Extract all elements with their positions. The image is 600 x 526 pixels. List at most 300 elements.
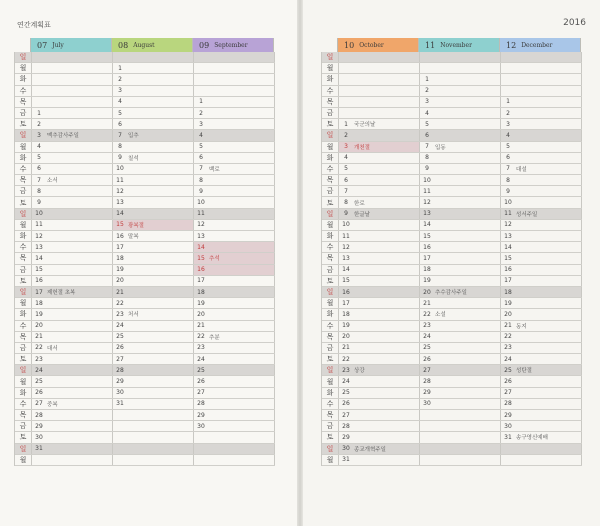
date-cell[interactable] xyxy=(113,63,194,73)
date-number: 14 xyxy=(197,243,205,251)
date-number: 5 xyxy=(37,154,41,162)
date-cell[interactable] xyxy=(32,265,113,275)
date-number: 21 xyxy=(423,299,431,307)
date-cell[interactable] xyxy=(420,231,501,241)
date-cell[interactable] xyxy=(32,321,113,331)
date-cell[interactable] xyxy=(32,130,113,140)
date-cell[interactable] xyxy=(32,63,113,73)
date-number: 18 xyxy=(116,254,124,262)
date-cell[interactable] xyxy=(501,365,582,375)
date-cell[interactable] xyxy=(339,265,420,275)
date-cell[interactable] xyxy=(420,421,501,431)
date-cell[interactable] xyxy=(113,175,194,185)
event-label: 추석 xyxy=(209,256,220,263)
date-cell[interactable] xyxy=(194,332,275,342)
date-number: 18 xyxy=(504,288,512,296)
date-number: 18 xyxy=(35,299,43,307)
date-cell[interactable] xyxy=(32,209,113,219)
weekday-label: 일 xyxy=(322,444,339,454)
date-number: 31 xyxy=(35,445,43,453)
date-cell[interactable] xyxy=(501,399,582,409)
date-cell[interactable] xyxy=(194,119,275,129)
weekday-label: 토 xyxy=(322,119,339,129)
date-cell[interactable] xyxy=(501,197,582,207)
date-cell[interactable] xyxy=(420,52,501,62)
date-cell[interactable] xyxy=(339,142,420,152)
date-cell[interactable] xyxy=(339,399,420,409)
date-cell[interactable] xyxy=(501,242,582,252)
date-number: 29 xyxy=(35,422,43,430)
date-cell[interactable] xyxy=(339,276,420,286)
date-cell[interactable] xyxy=(420,108,501,118)
date-number: 3 xyxy=(425,98,429,106)
date-cell[interactable] xyxy=(501,410,582,420)
date-number: 10 xyxy=(423,176,431,184)
date-cell[interactable] xyxy=(501,298,582,308)
weekday-label: 금 xyxy=(15,186,32,196)
date-cell[interactable] xyxy=(113,298,194,308)
date-cell[interactable] xyxy=(420,265,501,275)
date-cell[interactable] xyxy=(339,455,420,465)
date-cell[interactable] xyxy=(32,455,113,465)
date-cell[interactable] xyxy=(420,309,501,319)
weekday-label: 월 xyxy=(322,298,339,308)
weekday-label: 목 xyxy=(322,332,339,342)
date-cell[interactable] xyxy=(420,153,501,163)
date-cell[interactable] xyxy=(32,365,113,375)
weekday-label: 목 xyxy=(322,97,339,107)
table-row xyxy=(322,309,582,320)
date-cell[interactable] xyxy=(501,63,582,73)
date-cell[interactable] xyxy=(420,298,501,308)
date-cell[interactable] xyxy=(420,63,501,73)
date-cell[interactable] xyxy=(194,253,275,263)
table-row xyxy=(322,399,582,410)
date-cell[interactable] xyxy=(420,410,501,420)
date-cell[interactable] xyxy=(420,432,501,442)
date-cell[interactable] xyxy=(339,186,420,196)
date-cell[interactable] xyxy=(339,321,420,331)
date-cell[interactable] xyxy=(113,142,194,152)
date-cell[interactable] xyxy=(339,432,420,442)
weekday-label: 월 xyxy=(15,142,32,152)
date-number: 29 xyxy=(197,411,205,419)
date-number: 17 xyxy=(504,277,512,285)
date-cell[interactable] xyxy=(32,388,113,398)
date-cell[interactable] xyxy=(194,287,275,297)
table-row xyxy=(322,421,582,432)
date-cell[interactable] xyxy=(420,74,501,84)
date-cell[interactable] xyxy=(339,220,420,230)
date-cell[interactable] xyxy=(113,388,194,398)
date-cell[interactable] xyxy=(113,253,194,263)
table-row xyxy=(15,97,275,108)
date-number: 23 xyxy=(504,344,512,352)
date-cell[interactable] xyxy=(420,354,501,364)
date-cell[interactable] xyxy=(113,399,194,409)
date-cell[interactable] xyxy=(339,298,420,308)
weekday-label: 월 xyxy=(15,63,32,73)
date-cell[interactable] xyxy=(113,276,194,286)
date-cell[interactable] xyxy=(194,421,275,431)
date-cell[interactable] xyxy=(113,321,194,331)
date-cell[interactable] xyxy=(339,97,420,107)
date-cell[interactable] xyxy=(339,421,420,431)
date-cell[interactable] xyxy=(339,444,420,454)
date-cell[interactable] xyxy=(194,298,275,308)
table-row xyxy=(322,298,582,309)
weekday-label: 화 xyxy=(322,231,339,241)
date-cell[interactable] xyxy=(339,63,420,73)
date-number: 27 xyxy=(116,355,124,363)
date-cell[interactable] xyxy=(194,153,275,163)
date-cell[interactable] xyxy=(113,231,194,241)
date-cell[interactable] xyxy=(501,276,582,286)
date-cell[interactable] xyxy=(194,186,275,196)
date-cell[interactable] xyxy=(339,332,420,342)
date-number: 21 xyxy=(116,288,124,296)
date-number: 27 xyxy=(423,366,431,374)
date-cell[interactable] xyxy=(32,253,113,263)
weekday-label: 화 xyxy=(15,388,32,398)
date-cell[interactable] xyxy=(32,220,113,230)
weekday-label: 수 xyxy=(15,321,32,331)
date-cell[interactable] xyxy=(32,175,113,185)
date-cell[interactable] xyxy=(113,421,194,431)
event-label: 입동 xyxy=(435,144,446,151)
date-number: 23 xyxy=(35,355,43,363)
date-cell[interactable] xyxy=(420,197,501,207)
date-cell[interactable] xyxy=(339,388,420,398)
date-cell[interactable] xyxy=(501,97,582,107)
date-cell[interactable] xyxy=(420,253,501,263)
date-cell[interactable] xyxy=(194,410,275,420)
date-cell[interactable] xyxy=(339,86,420,96)
date-cell[interactable] xyxy=(501,130,582,140)
date-cell[interactable] xyxy=(113,365,194,375)
table-row xyxy=(322,332,582,343)
event-label: 송구영신예배 xyxy=(516,435,548,442)
date-cell[interactable] xyxy=(194,432,275,442)
date-cell[interactable] xyxy=(420,142,501,152)
date-cell[interactable] xyxy=(194,354,275,364)
date-cell[interactable] xyxy=(194,86,275,96)
date-cell[interactable] xyxy=(501,231,582,241)
table-row xyxy=(322,410,582,421)
date-cell[interactable] xyxy=(113,242,194,252)
date-cell[interactable] xyxy=(339,153,420,163)
date-cell[interactable] xyxy=(194,399,275,409)
date-cell[interactable] xyxy=(420,130,501,140)
date-number: 21 xyxy=(197,322,205,330)
date-cell[interactable] xyxy=(32,197,113,207)
date-number: 12 xyxy=(423,199,431,207)
date-cell[interactable] xyxy=(113,410,194,420)
date-cell[interactable] xyxy=(420,86,501,96)
date-cell[interactable] xyxy=(113,354,194,364)
date-cell[interactable] xyxy=(501,142,582,152)
date-cell[interactable] xyxy=(194,74,275,84)
date-cell[interactable] xyxy=(501,354,582,364)
date-cell[interactable] xyxy=(32,142,113,152)
date-cell[interactable] xyxy=(420,220,501,230)
date-cell[interactable] xyxy=(339,354,420,364)
date-cell[interactable] xyxy=(113,197,194,207)
date-cell[interactable] xyxy=(32,410,113,420)
date-cell[interactable] xyxy=(501,108,582,118)
table-row xyxy=(322,52,582,63)
date-cell[interactable] xyxy=(420,332,501,342)
date-number: 18 xyxy=(423,266,431,274)
date-cell[interactable] xyxy=(32,354,113,364)
date-cell[interactable] xyxy=(113,332,194,342)
date-cell[interactable] xyxy=(194,164,275,174)
date-cell[interactable] xyxy=(501,309,582,319)
event-label: 맥추감사주일 xyxy=(47,133,79,140)
date-cell[interactable] xyxy=(194,197,275,207)
date-cell[interactable] xyxy=(420,242,501,252)
date-cell[interactable] xyxy=(339,164,420,174)
date-cell[interactable] xyxy=(339,130,420,140)
date-cell[interactable] xyxy=(194,276,275,286)
date-cell[interactable] xyxy=(501,444,582,454)
date-cell[interactable] xyxy=(113,444,194,454)
date-cell[interactable] xyxy=(32,276,113,286)
date-cell[interactable] xyxy=(501,287,582,297)
date-cell[interactable] xyxy=(339,197,420,207)
date-cell[interactable] xyxy=(420,276,501,286)
date-cell[interactable] xyxy=(32,399,113,409)
date-cell[interactable] xyxy=(194,52,275,62)
date-cell[interactable] xyxy=(194,63,275,73)
date-cell[interactable] xyxy=(32,153,113,163)
date-cell[interactable] xyxy=(420,97,501,107)
date-cell[interactable] xyxy=(420,376,501,386)
date-cell[interactable] xyxy=(339,365,420,375)
date-cell[interactable] xyxy=(194,444,275,454)
date-cell[interactable] xyxy=(194,343,275,353)
date-cell[interactable] xyxy=(194,231,275,241)
date-cell[interactable] xyxy=(501,388,582,398)
date-number: 11 xyxy=(35,221,43,229)
date-cell[interactable] xyxy=(501,175,582,185)
date-cell[interactable] xyxy=(32,343,113,353)
date-cell[interactable] xyxy=(113,52,194,62)
date-cell[interactable] xyxy=(501,186,582,196)
date-cell[interactable] xyxy=(32,287,113,297)
weekday-label: 일 xyxy=(322,52,339,62)
date-cell[interactable] xyxy=(194,388,275,398)
date-cell[interactable] xyxy=(113,119,194,129)
date-cell[interactable] xyxy=(32,432,113,442)
date-cell[interactable] xyxy=(32,376,113,386)
date-cell[interactable] xyxy=(420,164,501,174)
date-cell[interactable] xyxy=(501,421,582,431)
date-cell[interactable] xyxy=(339,309,420,319)
date-cell[interactable] xyxy=(501,253,582,263)
date-cell[interactable] xyxy=(339,287,420,297)
date-cell[interactable] xyxy=(32,421,113,431)
date-cell[interactable] xyxy=(113,153,194,163)
date-cell[interactable] xyxy=(32,231,113,241)
date-cell[interactable] xyxy=(420,287,501,297)
date-number: 11 xyxy=(197,210,205,218)
date-number: 26 xyxy=(116,344,124,352)
date-cell[interactable] xyxy=(420,388,501,398)
weekday-label: 토 xyxy=(322,197,339,207)
date-number: 20 xyxy=(197,310,205,318)
date-cell[interactable] xyxy=(420,455,501,465)
date-cell[interactable] xyxy=(113,287,194,297)
date-cell[interactable] xyxy=(501,86,582,96)
date-cell[interactable] xyxy=(32,97,113,107)
date-cell[interactable] xyxy=(113,309,194,319)
date-cell[interactable] xyxy=(339,231,420,241)
date-cell[interactable] xyxy=(194,365,275,375)
date-cell[interactable] xyxy=(113,432,194,442)
date-cell[interactable] xyxy=(32,309,113,319)
date-cell[interactable] xyxy=(420,444,501,454)
date-cell[interactable] xyxy=(113,130,194,140)
date-number: 3 xyxy=(506,120,510,128)
event-label: 동지 xyxy=(516,323,527,330)
date-cell[interactable] xyxy=(501,52,582,62)
date-cell[interactable] xyxy=(194,175,275,185)
date-cell[interactable] xyxy=(420,321,501,331)
date-cell[interactable] xyxy=(339,74,420,84)
date-cell[interactable] xyxy=(113,164,194,174)
date-cell[interactable] xyxy=(113,455,194,465)
date-cell[interactable] xyxy=(32,86,113,96)
date-cell[interactable] xyxy=(32,186,113,196)
date-number: 11 xyxy=(423,187,431,195)
date-number: 7 xyxy=(425,143,429,151)
date-number: 20 xyxy=(116,277,124,285)
date-cell[interactable] xyxy=(32,444,113,454)
date-cell[interactable] xyxy=(420,175,501,185)
date-cell[interactable] xyxy=(339,119,420,129)
date-cell[interactable] xyxy=(339,175,420,185)
date-cell[interactable] xyxy=(113,97,194,107)
date-cell[interactable] xyxy=(420,365,501,375)
table-row xyxy=(322,209,582,220)
date-cell[interactable] xyxy=(339,410,420,420)
weekday-label: 화 xyxy=(15,74,32,84)
date-number: 13 xyxy=(116,199,124,207)
date-number: 20 xyxy=(423,288,431,296)
date-cell[interactable] xyxy=(501,432,582,442)
date-cell[interactable] xyxy=(501,455,582,465)
date-cell[interactable] xyxy=(501,74,582,84)
date-cell[interactable] xyxy=(194,209,275,219)
date-cell[interactable] xyxy=(113,265,194,275)
date-number: 10 xyxy=(35,210,43,218)
date-cell[interactable] xyxy=(113,376,194,386)
date-cell[interactable] xyxy=(501,343,582,353)
date-number: 30 xyxy=(504,422,512,430)
date-cell[interactable] xyxy=(420,119,501,129)
weekday-label: 수 xyxy=(322,321,339,331)
date-cell[interactable] xyxy=(113,209,194,219)
date-cell[interactable] xyxy=(501,220,582,230)
date-cell[interactable] xyxy=(113,220,194,230)
date-cell[interactable] xyxy=(501,321,582,331)
weekday-label: 금 xyxy=(15,421,32,431)
date-cell[interactable] xyxy=(194,376,275,386)
date-cell[interactable] xyxy=(113,74,194,84)
date-number: 29 xyxy=(423,389,431,397)
date-cell[interactable] xyxy=(194,309,275,319)
date-cell[interactable] xyxy=(420,186,501,196)
date-number: 24 xyxy=(197,355,205,363)
date-cell[interactable] xyxy=(32,298,113,308)
date-number: 9 xyxy=(425,165,429,173)
date-number: 4 xyxy=(506,131,510,139)
date-cell[interactable] xyxy=(339,343,420,353)
weekday-label: 토 xyxy=(15,197,32,207)
date-cell[interactable] xyxy=(194,142,275,152)
date-number: 8 xyxy=(425,154,429,162)
date-cell[interactable] xyxy=(194,130,275,140)
date-cell[interactable] xyxy=(113,186,194,196)
weekday-label: 금 xyxy=(15,108,32,118)
date-cell[interactable] xyxy=(194,220,275,230)
date-cell[interactable] xyxy=(339,253,420,263)
date-cell[interactable] xyxy=(32,242,113,252)
date-cell[interactable] xyxy=(501,164,582,174)
date-cell[interactable] xyxy=(420,209,501,219)
date-cell[interactable] xyxy=(420,399,501,409)
date-cell[interactable] xyxy=(194,265,275,275)
date-cell[interactable] xyxy=(501,332,582,342)
date-number: 15 xyxy=(342,277,350,285)
date-cell[interactable] xyxy=(194,97,275,107)
date-cell[interactable] xyxy=(32,119,113,129)
date-cell[interactable] xyxy=(501,153,582,163)
date-cell[interactable] xyxy=(32,74,113,84)
date-cell[interactable] xyxy=(501,376,582,386)
date-cell[interactable] xyxy=(194,455,275,465)
date-cell[interactable] xyxy=(339,376,420,386)
date-number: 17 xyxy=(342,299,350,307)
date-cell[interactable] xyxy=(194,321,275,331)
date-cell[interactable] xyxy=(32,108,113,118)
date-cell[interactable] xyxy=(113,108,194,118)
date-cell[interactable] xyxy=(32,332,113,342)
month-name: October xyxy=(359,41,384,49)
event-label: 성서주일 xyxy=(516,211,538,218)
date-cell[interactable] xyxy=(194,108,275,118)
date-cell[interactable] xyxy=(339,242,420,252)
event-label: 추분 xyxy=(209,334,220,341)
date-cell[interactable] xyxy=(339,209,420,219)
date-cell[interactable] xyxy=(501,209,582,219)
date-cell[interactable] xyxy=(113,86,194,96)
date-cell[interactable] xyxy=(32,164,113,174)
date-cell[interactable] xyxy=(32,52,113,62)
table-row xyxy=(15,119,275,130)
date-cell[interactable] xyxy=(501,265,582,275)
date-cell[interactable] xyxy=(339,108,420,118)
table-row xyxy=(322,276,582,287)
date-cell[interactable] xyxy=(339,52,420,62)
table-row xyxy=(15,153,275,164)
date-cell[interactable] xyxy=(420,343,501,353)
date-number: 14 xyxy=(35,254,43,262)
date-cell[interactable] xyxy=(113,343,194,353)
date-cell[interactable] xyxy=(501,119,582,129)
date-cell[interactable] xyxy=(194,242,275,252)
